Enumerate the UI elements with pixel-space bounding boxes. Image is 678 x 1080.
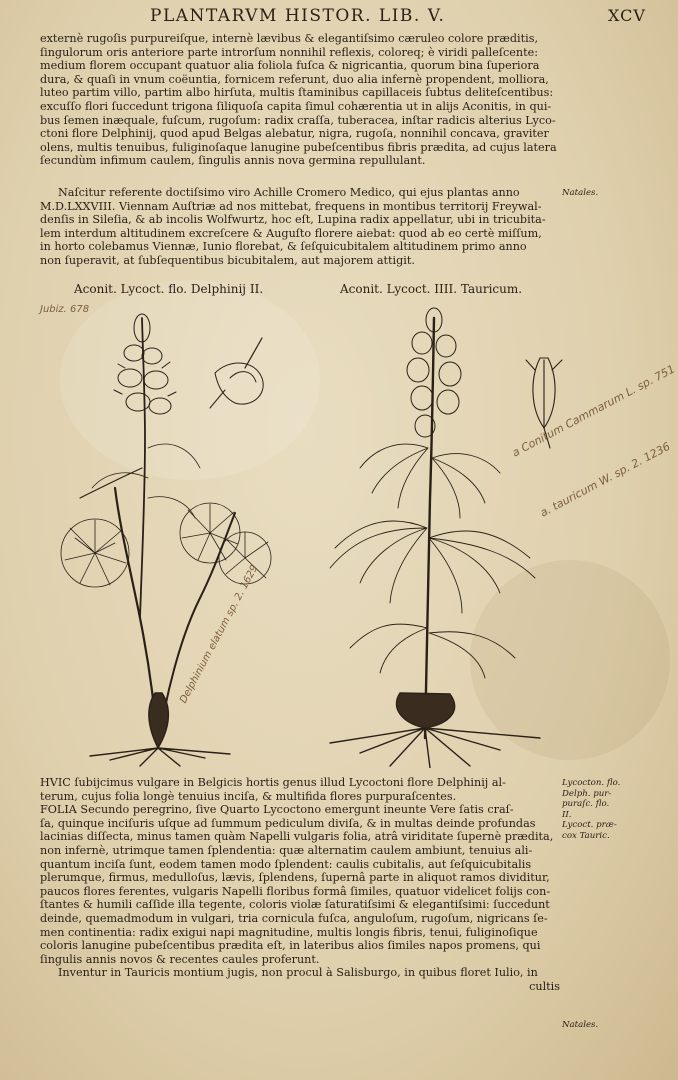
margin-note-line: II. [562, 809, 572, 820]
text-line: excuſſo flori ſuccedunt trigona ſiliquoſa capita ſimul cohærentia ut in alijs Aconitis, in qui- [40, 99, 552, 113]
text-line: olens, multis tenuibus, fuliginoſaque lanugine pubeſcentibus fibris prædita, ad cujus latera [40, 140, 557, 154]
handwritten-note: Delphinium elatum sp. 2. 1629 [178, 563, 261, 706]
margin-note-line: cox Tauric. [562, 830, 610, 841]
margin-note-line: Lycocton. flo. [562, 778, 621, 788]
running-title: PLANTARVM HISTOR. LIB. V. [150, 6, 446, 26]
text-line: externè rugoſis purpureiſque, internè lævibus & elegantiſsimo cæruleo colore præditis, [40, 32, 539, 45]
page-header [0, 4, 678, 26]
catchword: cultis [529, 979, 560, 993]
folio-number: XCV [608, 6, 646, 25]
text-line: ſtantes & humili caſſide illa tegente, coloris violæ ſaturatiſsimi & elegantiſsimi: ſuccedunt [40, 898, 550, 912]
woodcut-illustrations [30, 298, 590, 768]
margin-note-natales: Natales. [562, 1020, 599, 1030]
handwritten-note: a Conitum Cammarum L. sp. 751 [510, 362, 678, 460]
margin-note-line: puraſc. flo. [562, 799, 610, 809]
text-line: terum, cujus folia longè tenuius inciſa, & multifida flores purpuraſcentes. [40, 789, 457, 803]
text-block-second-species [40, 776, 560, 994]
text-line: Naſcitur referente doctiſsimo viro Achille Cromero Medico, qui ejus plantas anno [58, 186, 520, 199]
text-block-description [40, 32, 560, 168]
text-line: ctoni flore Delphinij, quod apud Belgas alebatur, nigra, rugoſa, nonnihil concava, graviter [40, 127, 549, 141]
text-line: men continentia: radix exigui napi magnitudine, multis longis fibris, tenui, fuliginoſique [40, 925, 538, 939]
margin-note-line: Delph. pur- [562, 788, 612, 799]
text-line: Inventur in Tauricis montium jugis, non procul à Salisburgo, in quibus floret Iulio, in [58, 966, 538, 980]
figure-caption-left: Aconit. Lycoct. flo. Delphinij II. [74, 282, 264, 296]
margin-note-natales: Natales. [562, 188, 599, 198]
text-line: luteo partim villo, partim albo hirſuta, multis ſtaminibus capillaceis ſubtus deliteſcentibus: [40, 86, 554, 100]
text-line: lacinias diſſecta, minus tamen quàm Napelli vulgaris folia, atrâ viriditate ſupernè prædita, [40, 830, 554, 844]
text-line: dura, & quaſi in vnum coëuntia, fornicem referunt, duo alia infernè propendent, molliora, [40, 72, 549, 86]
right-plant-illustration [330, 308, 562, 768]
text-line: medium florem occupant quatuor alia foliola fuſca & nigricantia, quorum bina ſuperiora [40, 59, 540, 73]
text-line: non infernè, utrimque tamen ſplendentia: quæ alternatim caulem ambiunt, tenuius ali- [40, 843, 533, 857]
text-line: in horto colebamus Viennæ, Iunio florebat, & ſeſquicubitalem altitudinem primo anno [40, 240, 527, 254]
text-line: denſis in Sileſia, & ab incolis Wolfwurtz, hoc eſt, Lupina radix appellatur, ubi in tricubita- [40, 213, 546, 227]
text-line: ſecundùm infimum caulem, ſingulis annis nova germina repullulant. [40, 154, 426, 168]
text-line: coloris lanugine pubeſcentibus prædita eſt, in lateribus alios ſimiles napos promens, qui [40, 939, 541, 953]
text-line: quantum inciſa ſunt, eodem tamen modo ſplendent: caulis cubitalis, aut ſeſquicubitalis [40, 857, 532, 871]
handwritten-note: Jubiz. 678 [40, 304, 90, 315]
text-line: plerumque, firmus, medulloſus, lævis, ſplendens, ſupernâ parte in aliquot ramos dividitur, [40, 871, 550, 885]
margin-note-species-names [562, 778, 674, 841]
text-line: non ſuperavit, at ſubſequentibus bicubitalem, aut majorem attigit. [40, 253, 415, 267]
text-line: paucos flores ferentes, vulgaris Napelli floribus formâ ſimiles, quatuor videlicet folijs con- [40, 884, 551, 898]
margin-note-line: Lycoct. præ- [562, 820, 617, 830]
left-plant-illustration [61, 314, 271, 766]
handwritten-note: a. tauricum W. sp. 2. 1236 [538, 439, 673, 520]
text-line: ſa, quinque inciſuris uſque ad ſummum pediculum diviſa, & in multas deinde profundas [40, 816, 536, 830]
text-block-habitat [40, 186, 560, 268]
text-line: lem interdum altitudinem excreſcere & Auguſto florere aiebat: quod ab eo certè miſſum, [40, 226, 542, 240]
text-line: ſingulis annis novos & recentes caules proferunt. [40, 952, 320, 966]
text-line: HVIC ſubijcimus vulgare in Belgicis hortis genus illud Lycoctoni flore Delphinij al- [40, 776, 506, 789]
figure-caption-right: Aconit. Lycoct. IIII. Tauricum. [340, 282, 523, 296]
text-line: M.D.LXXVIII. Viennam Auſtriæ ad nos mittebat, frequens in montibus territorij Freywal- [40, 199, 542, 213]
text-line: bus ſemen inæquale, fuſcum, rugoſum: radix craſſa, tuberacea, inſtar radicis alterius Lyco- [40, 113, 556, 127]
text-line: FOLIA Secundo peregrino, ſive Quarto Lycoctono emergunt ineunte Vere ſatis craſ- [40, 803, 514, 817]
text-line: ſingulorum oris anteriore parte introrſum nonnihil reflexis, coloreq; è viridi palleſcente: [40, 45, 538, 59]
text-line: deinde, quemadmodum in vulgari, tria cornicula fuſca, anguloſum, rugoſum, nigricans ſe- [40, 911, 548, 925]
